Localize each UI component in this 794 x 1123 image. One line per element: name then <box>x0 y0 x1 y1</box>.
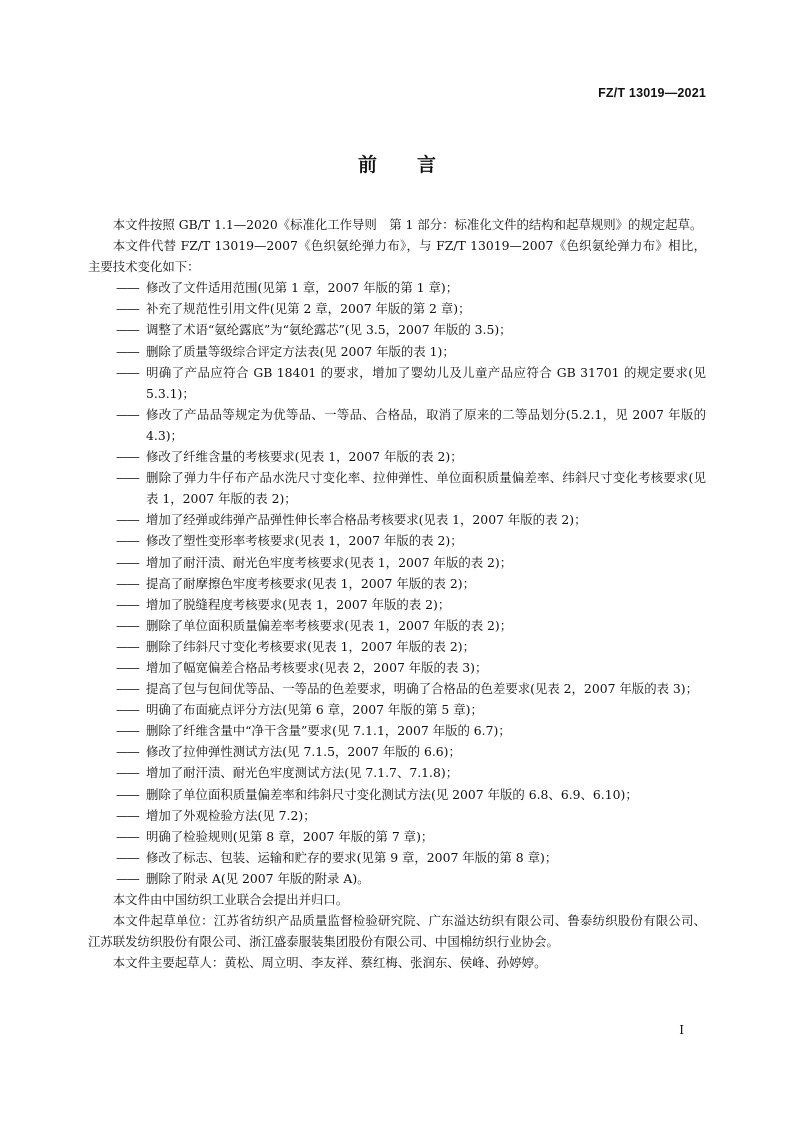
dash-marker: —— <box>116 575 139 591</box>
change-text: 增加了外观检验方法(见 7.2)； <box>146 807 316 823</box>
change-item <box>88 446 706 467</box>
paragraph: 本文件按照 GB/T 1.1—2020《标准化工作导则 第 1 部分：标准化文件的结构和起草规则》的规定起草。 <box>112 217 703 232</box>
change-item <box>88 805 706 826</box>
change-text: 修改了塑性变形率考核要求(见表 1，2007 年版的表 2)； <box>146 533 463 549</box>
change-item <box>88 784 706 805</box>
change-list <box>88 277 706 889</box>
change-text: 增加了耐汗渍、耐光色牢度测试方法(见 7.1.7、7.1.8)； <box>146 765 459 781</box>
change-text: 增加了经弹或纬弹产品弹性伸长率合格品考核要求(见表 1，2007 年版的表 2)； <box>146 512 587 528</box>
change-item <box>88 741 706 762</box>
change-item <box>88 319 706 340</box>
dash-marker: —— <box>116 364 139 380</box>
dash-marker: —— <box>116 723 139 739</box>
change-item <box>88 341 706 362</box>
change-text: 增加了幅宽偏差合格品考核要求(见表 2，2007 年版的表 3)； <box>146 659 488 675</box>
change-text: 增加了耐汗渍、耐光色牢度考核要求(见表 1，2007 年版的表 2)； <box>146 554 513 570</box>
dash-marker: —— <box>116 681 139 697</box>
dash-marker: —— <box>116 786 139 802</box>
change-item <box>88 509 706 530</box>
foreword-body <box>88 214 706 973</box>
change-item <box>88 868 706 889</box>
change-text: 提高了包与包间优等品、一等品的色差要求，明确了合格品的色差要求(见表 2，2007 年版的表 3)； <box>146 681 699 697</box>
change-item <box>88 699 706 720</box>
dash-marker: —— <box>116 470 139 486</box>
dash-marker: —— <box>116 343 139 359</box>
change-item <box>88 552 706 573</box>
page-title <box>0 150 794 177</box>
dash-marker: —— <box>116 554 139 570</box>
change-text: 明确了产品应符合 GB 18401 的要求，增加了婴幼儿及儿童产品应符合 GB 31701 的规定要求(见 5.3.1)； <box>146 364 706 401</box>
change-text: 明确了检验规则(见第 8 章，2007 年版的第 7 章)； <box>146 828 434 844</box>
dash-marker: —— <box>116 533 139 549</box>
title-char-2: 言 <box>417 154 437 176</box>
change-text: 增加了脱缝程度考核要求(见表 1，2007 年版的表 2)； <box>146 596 451 612</box>
change-text: 删除了弹力牛仔布产品水洗尺寸变化率、拉伸弹性、单位面积质量偏差率、纬斜尺寸变化考核要求(见表 1，2007 年版的表 2)； <box>146 470 706 507</box>
dash-marker: —— <box>116 280 139 296</box>
page-number: I <box>679 1023 684 1037</box>
change-text: 修改了纤维含量的考核要求(见表 1，2007 年版的表 2)； <box>146 449 463 465</box>
dash-marker: —— <box>116 744 139 760</box>
change-item <box>88 362 706 404</box>
dash-marker: —— <box>116 828 139 844</box>
change-item <box>88 657 706 678</box>
title-char-1: 前 <box>357 154 377 176</box>
dash-marker: —— <box>116 406 139 422</box>
paragraph: 本文件主要起草人：黄松、周立明、李友祥、蔡红梅、张润东、侯峰、孙婷婷。 <box>112 955 547 971</box>
change-text: 删除了质量等级综合评定方法表(见 2007 年版的表 1)； <box>146 343 455 359</box>
change-item <box>88 762 706 783</box>
change-text: 修改了拉伸弹性测试方法(见 7.1.5，2007 年版的 6.6)； <box>146 744 461 760</box>
change-text: 修改了产品品等规定为优等品、一等品、合格品，取消了原来的二等品划分(5.2.1，见 2007 年版的 4.3)； <box>146 406 706 443</box>
dash-marker: —— <box>116 659 139 675</box>
dash-marker: —— <box>116 702 139 718</box>
dash-marker: —— <box>116 807 139 823</box>
change-text: 删除了纬斜尺寸变化考核要求(见表 1，2007 年版的表 2)； <box>146 638 475 654</box>
dash-marker: —— <box>116 870 139 886</box>
dash-marker: —— <box>116 849 139 865</box>
dash-marker: —— <box>116 449 139 465</box>
standard-code: FZ/T 13019—2021 <box>598 86 706 100</box>
change-item <box>88 636 706 657</box>
change-item <box>88 530 706 551</box>
change-item <box>88 467 706 509</box>
dash-marker: —— <box>116 322 139 338</box>
dash-marker: —— <box>116 638 139 654</box>
change-text: 调整了术语“氨纶露底”为“氨纶露芯”(见 3.5，2007 年版的 3.5)； <box>146 322 512 338</box>
change-text: 提高了耐摩擦色牢度考核要求(见表 1，2007 年版的表 2)； <box>146 575 475 591</box>
dash-marker: —— <box>116 596 139 612</box>
change-text: 修改了文件适用范围(见第 1 章，2007 年版的第 1 章)； <box>146 280 459 296</box>
dash-marker: —— <box>116 301 139 317</box>
paragraph: 本文件由中国纺织工业联合会提出并归口。 <box>112 892 349 907</box>
dash-marker: —— <box>116 512 139 528</box>
change-text: 明确了布面疵点评分方法(见第 6 章，2007 年版的第 5 章)； <box>146 702 483 718</box>
change-item <box>88 298 706 319</box>
change-item <box>88 678 706 699</box>
dash-marker: —— <box>116 765 139 781</box>
change-item <box>88 615 706 636</box>
change-item <box>88 404 706 446</box>
change-item <box>88 720 706 741</box>
paragraph: 本文件起草单位：江苏省纺织产品质量监督检验研究院、广东溢达纺织有限公司、鲁泰纺织股份有限公司、江苏联发纺织股份有限公司、浙江盛泰服装集团股份有限公司、中国棉纺织行业协会。 <box>88 913 706 950</box>
change-item <box>88 594 706 615</box>
change-item <box>88 847 706 868</box>
change-item <box>88 277 706 298</box>
dash-marker: —— <box>116 617 139 633</box>
change-text: 补充了规范性引用文件(见第 2 章，2007 年版的第 2 章)； <box>146 301 471 317</box>
paragraph: 本文件代替 FZ/T 13019—2007《色织氨纶弹力布》，与 FZ/T 13019—2007《色织氨纶弹力布》相比，主要技术变化如下： <box>88 238 706 275</box>
change-text: 删除了单位面积质量偏差率考核要求(见表 1，2007 年版的表 2)； <box>146 617 513 633</box>
change-text: 删除了附录 A(见 2007 年版的附录 A)。 <box>146 870 370 886</box>
change-text: 修改了标志、包装、运输和贮存的要求(见第 9 章，2007 年版的第 8 章)； <box>146 849 558 865</box>
change-text: 删除了单位面积质量偏差率和纬斜尺寸变化测试方法(见 2007 年版的 6.8、6.9、6.10)； <box>146 786 638 802</box>
change-text: 删除了纤维含量中“净干含量”要求(见 7.1.1，2007 年版的 6.7)； <box>146 723 511 739</box>
change-item <box>88 573 706 594</box>
change-item <box>88 826 706 847</box>
